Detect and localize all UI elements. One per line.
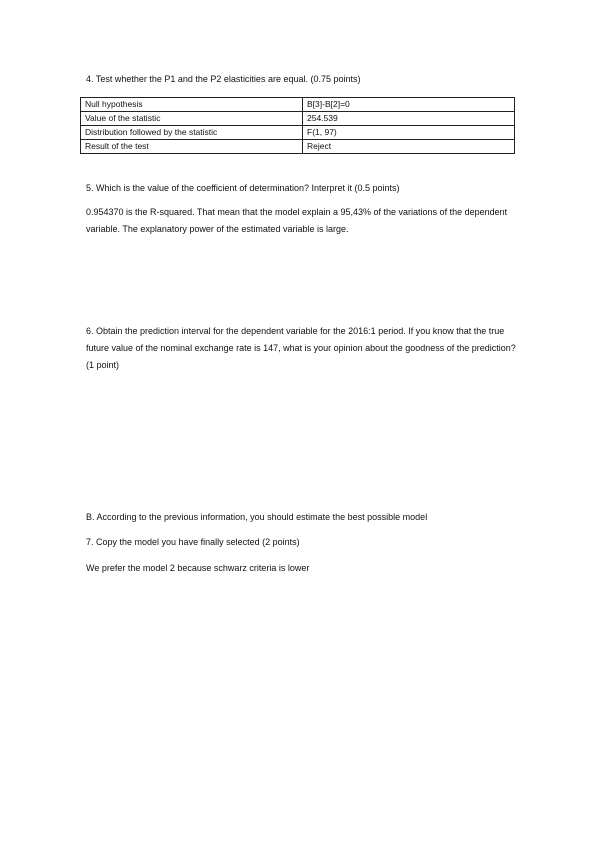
table-cell-label: Distribution followed by the statistic	[81, 126, 303, 140]
table-row	[81, 98, 515, 112]
table-cell-label: Result of the test	[81, 140, 303, 154]
section-b-intro: B. According to the previous information, you should estimate the best possible model	[86, 512, 428, 522]
answer-7: We prefer the model 2 because schwarz criteria is lower	[86, 563, 310, 573]
table-cell-label: Null hypothesis	[81, 98, 303, 112]
answer-5: 0.954370 is the R-squared. That mean that the model explain a 95,43% of the variations of the dependent variable. The explanatory power of the estimated variable is large.	[86, 207, 508, 234]
table-cell-value: 254.539	[303, 112, 515, 126]
question-6: 6. Obtain the prediction interval for the dependent variable for the 2016:1 period. If you know that the true future value of the nominal exchange rate is 147, what is your opinion about the goodness of the prediction? (1 point)	[86, 326, 516, 370]
question-7: 7. Copy the model you have finally selected (2 points)	[86, 537, 300, 547]
table-row	[81, 140, 515, 154]
table-cell-label: Value of the statistic	[81, 112, 303, 126]
table-cell-value: B[3]-B[2]=0	[303, 98, 515, 112]
question-4: 4. Test whether the P1 and the P2 elasticities are equal. (0.75 points)	[86, 74, 361, 84]
question-5: 5. Which is the value of the coefficient of determination? Interpret it (0.5 points)	[86, 183, 400, 193]
table-cell-value: F(1, 97)	[303, 126, 515, 140]
table-row	[81, 126, 515, 140]
table-cell-value: Reject	[303, 140, 515, 154]
table-row	[81, 112, 515, 126]
test-results-table	[80, 97, 515, 154]
